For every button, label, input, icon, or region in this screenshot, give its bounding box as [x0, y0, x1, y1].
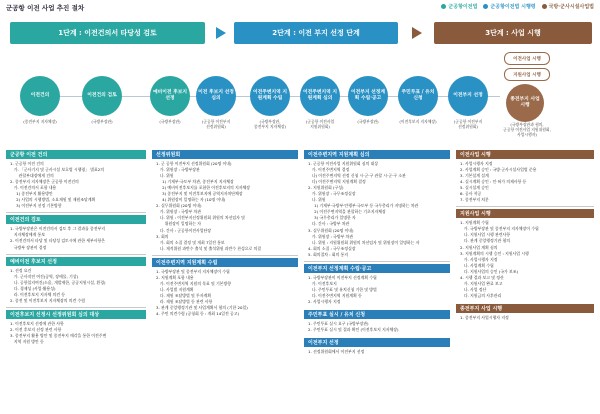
section-item: 1. 지원계획 수립: [460, 220, 489, 226]
page-title: 군공항 이전 사업 추진 절차: [6, 4, 85, 12]
legend: [441, 3, 594, 10]
column-4: [456, 148, 594, 324]
section-body: [456, 218, 594, 302]
divider: [304, 261, 450, 262]
section-item: 지역 지원 방안 등: [10, 338, 44, 344]
section-item: 1) 기재부·국토부 차관, 종전부지 지자체장: [156, 179, 234, 185]
legend-label: 군공항이전법 시행령: [490, 4, 536, 10]
section-item: 가. 위원장 : 국방부 차관: [308, 233, 354, 239]
section-item: 나. 위원 : 이전부지선정위원회 위원의 차선임자 및: [156, 215, 245, 221]
step-caption: (군공항 이전부지 선정위원회): [453, 119, 483, 129]
section-item: 나. 지원사업 시행 관련사항: [460, 232, 510, 238]
section-item: 3) 국무총리가 일명한 자: [308, 215, 356, 221]
section-item: 나. 사업계획 수립: [460, 262, 494, 268]
step-circle-4: 이전 후보지 선정 심의: [196, 76, 236, 116]
stage-arrow-icon: [412, 27, 422, 39]
section-item: 1. 국방부장관은 이전건의서 검토 후 그 결과를 종전부지: [10, 226, 106, 232]
section-item: 다. 지원금의 사후관리: [460, 292, 502, 298]
legend-label: 군공항이전법: [448, 4, 478, 10]
section-item: 2) 예비이전후보지를 포함한 이전후보지의 지자체장: [156, 185, 251, 191]
column-1: [6, 148, 146, 348]
divider: [456, 206, 594, 207]
section-item: 2. 종전부지 지자체장은 군공항 이전건의: [10, 179, 79, 185]
section-body: [304, 159, 450, 261]
section-header: 이전건의 검토: [6, 215, 146, 224]
section-header: 이전후보지 선정시 선정위원회 심의 대상: [6, 310, 146, 319]
section-item: 가. 이전주변지역 결정: [308, 167, 350, 173]
step-circle-2: 이전건의 검토: [82, 76, 122, 116]
section-item: 가. 이전건의서 포함 내용: [10, 185, 57, 191]
divider: [6, 307, 146, 308]
section-item: 1. 이전후보지 선정에 관한 사항: [10, 320, 64, 326]
section-item: 가. 「군사기지 및 군사시설 보호법 시행령」 별표2의: [10, 167, 105, 173]
section-item: 위원장이 일명하는 자: [156, 221, 201, 227]
section-body: [6, 319, 146, 348]
section-item: 국방부 장관이 결정: [10, 244, 47, 250]
section-header: 이전부지 선정계획 수립·공고: [304, 264, 450, 273]
section-item: 가. 회의 소집 결정 및 개최 7일전 통보: [156, 239, 225, 245]
section-item: 1. 사업시행자 지정: [460, 161, 493, 166]
section-item: 1) 기재부·국방부·안행부·국토부 등 국무총리가 지명하는 차관: [308, 203, 419, 209]
section-item: 라. 재원 조달방법 등 관련 사항: [156, 298, 213, 304]
legend-dot-icon: [441, 4, 446, 9]
section-body: [152, 267, 298, 320]
section-body: [304, 273, 450, 308]
section-body: [6, 224, 146, 253]
legend-item: [483, 3, 535, 10]
section-item: 나. 주민투표 및 유치신청 기한 및 방법: [308, 286, 377, 292]
section-item: 2) 이전주변지역을 관할하는 기초지자체장: [308, 209, 386, 215]
section-header: 이전사업 시행: [456, 150, 594, 159]
section-item: 3. 기본설계 설계: [460, 173, 489, 179]
section-item: 3. 종전부지 활용 방안 및 종전부지 매각을 통한 이전주변: [10, 332, 107, 338]
section-item: 나. 재적위원 과반수 출석 및 출석위원 과반수 찬성으로 의결: [156, 245, 262, 251]
legend-item: [441, 3, 477, 10]
side-box-support: 지원사업 시행: [504, 68, 550, 81]
section-item: 다) 이전주변지역 지원계획 결정: [308, 179, 366, 185]
section-item: 6. 공사 착공: [460, 191, 482, 197]
section-item: 4) 위원장이 일명하는 자 (10명 이내): [156, 197, 226, 203]
section-body: [304, 347, 450, 358]
column-3: [304, 148, 450, 358]
step-circle-10: 종전부지 사업시행: [506, 84, 544, 122]
section-item: 나. 위원 : 지원위원회 위원의 차선임자 및 위원장이 일명하는 자: [308, 239, 420, 245]
section-item: 2. 사업시행자 지정: [308, 298, 341, 304]
side-box-execution: 이전사업 시행: [504, 52, 550, 65]
section-item: 다. 간사 : 군공항이전사업단장: [156, 227, 212, 233]
section-item: 가. 사업시행자 지정: [460, 256, 498, 262]
legend-dot-icon: [483, 4, 488, 9]
section-item: 7. 종전부지 처분: [460, 197, 489, 203]
section-item: 다. 재원 조달방법 및 투자계획: [156, 292, 211, 298]
section-item: 2. 이전건의서 타당 및 타당성 검토시에 관한 세부사항은: [10, 238, 106, 244]
section-item: 1) 종전부지 활용방안: [10, 191, 53, 197]
section-item: 1. 국방부장관이 이전부지 선정계획 수립: [308, 274, 377, 280]
section-header: 지원사업 시행: [456, 209, 594, 218]
section-body: [152, 159, 298, 255]
step-circle-7: 이전부지 선정계획 수립·공고: [348, 76, 388, 116]
section-item: 1. 선정 요건: [10, 267, 32, 273]
section-item: 가. 지원사업 완료 보고: [460, 280, 503, 286]
section-item: 나. 사업 정산: [460, 286, 487, 292]
section-item: 가. 이전후보지: [308, 280, 337, 286]
legend-item: [542, 3, 594, 10]
section-item: 2) 사업의 시행방법, 소요재원 및 재원조달계획: [10, 197, 96, 203]
section-item: 가. 위원장 : 국방부장관: [156, 167, 200, 173]
section-body: [6, 159, 146, 212]
legend-dot-icon: [542, 4, 547, 9]
section-item: 나. 사업별 지원계획: [156, 286, 194, 292]
section-body: [304, 319, 450, 336]
section-header: 주민투표 실시 / 유치 신청: [304, 310, 450, 319]
section-item: 2. 지원위원회 (구성): [308, 185, 344, 191]
section-item: 4. 시행 결과 보고 및 정산: [460, 274, 504, 280]
section-item: 지자체장에게 통보: [10, 232, 46, 238]
section-item: 가. 위원장 : 국무조정실장: [308, 191, 356, 197]
section-item: 2. 지원사업 계획 심의: [460, 244, 498, 250]
stage-3-header: 3단계 : 사업 시행: [434, 22, 592, 44]
section-item: 5. 실시설계 승인: [460, 185, 489, 191]
step-caption: (국방부장관과 협의, 군공항 이전사업 지원위원회, 사업시행자): [503, 122, 551, 137]
divider: [6, 254, 146, 255]
step-caption: (이전후보지 지자체장): [399, 119, 437, 124]
section-item: 2. 이전 후보지 선정 관련 사항: [10, 326, 62, 332]
section-item: 2. 실무위원회 (20명 이내): [156, 203, 202, 209]
section-item: 2. 주민투표 실시 및 결과 확인 (이전후보지 지자체장): [308, 327, 399, 333]
section-header: 선정위원회: [152, 150, 298, 159]
section-item: 1. 국방부장관 및 종전부지 지자체장이 수립: [156, 268, 230, 274]
stage-arrow-icon: [216, 27, 226, 39]
section-item: 다. 관계 중앙행정기관 협의: [460, 238, 510, 244]
section-header: 이전주변지역 지원계획 수립: [152, 258, 298, 267]
step-circle-8: 주민투표 / 유치신청: [398, 76, 438, 116]
section-header: 이전주변지역 지원계획 심의: [304, 150, 450, 159]
section-item: 2. 지원계획 포함 내용: [156, 274, 194, 280]
step-caption: (국방부장관): [91, 119, 113, 124]
section-body: [456, 159, 594, 206]
section-item: 다. 이전주변지역 지원계획 등: [308, 292, 362, 298]
section-item: 1. 군공항 이전 건의: [10, 161, 44, 166]
section-item: 1. 군 공항 이전부지 선정위원회 (20명 이내): [156, 161, 232, 166]
legend-label: 국방·군사시설사업법: [548, 4, 594, 10]
section-item: 다. 경제성 (사업·활용성): [10, 285, 56, 291]
step-caption: (국방부장관, 종전부지 지자체장): [253, 119, 287, 129]
step-circle-3: 예비이전 후보지 선정: [150, 76, 190, 116]
section-body: [6, 266, 146, 307]
section-item: 3. 지원계획의 시행 승인 : 지원사업 시행: [460, 250, 529, 256]
step-circle-1: 이전건의: [20, 76, 60, 116]
section-item: 가. 위원장 : 국방부 차관: [156, 209, 202, 215]
stage-2-header: 2단계 : 이전 부지 선정 단계: [234, 22, 398, 44]
divider: [152, 255, 298, 256]
section-item: 2. 종전 및 이전후보지 지자체장의 의견 수렴: [10, 297, 86, 303]
step-caption: (군공항 이전부지 선정위원회): [201, 119, 231, 129]
section-item: 가. 군사작전 여건(공역, 장애물, 기상): [10, 273, 79, 279]
section-body: [456, 313, 594, 324]
section-item: 나) 이전주변지역 선정 신청 시·군·구 관할 시·군·구 소관: [308, 173, 406, 179]
section-item: 4. 실시계획 승인 : 인·허가 의제사항 등: [460, 179, 527, 185]
section-item: 1. 종전부지 사업시행자 지정: [460, 314, 509, 320]
section-header: 예비이전 후보지 선정: [6, 257, 146, 266]
section-item: 4. 회의 소집 : 국무조정실장: [308, 245, 356, 251]
section-header: 군공항 이전 건의: [6, 150, 146, 159]
step-caption: (군공항 이전사업 지원위원회): [305, 119, 335, 129]
section-item: 1. 군공항 이전사업 지원위원회 심의 대상: [308, 161, 379, 166]
step-caption: (국방부장관): [357, 119, 379, 124]
section-header: 종전부지 사업 시행: [456, 304, 594, 313]
section-item: 3) 종전부지 및 이전후보지에 공역지자치단체장: [156, 191, 243, 197]
section-item: 다. 지원사업의 승인 (국가 보조): [460, 268, 519, 274]
section-item: 3) 이전부지 선정 기본방향: [10, 203, 62, 209]
step-circle-9: 이전부지 선정: [448, 76, 488, 116]
section-item: 관할부대장에게 건의: [10, 173, 54, 179]
section-item: 나. 위원: [308, 197, 326, 203]
section-item: 다. 간사 : 국방부 차관: [308, 221, 350, 227]
section-item: 가. 국방부장관 및 종전부지 지자체장이 수립: [460, 226, 539, 232]
step-caption: (국방부장관): [159, 119, 181, 124]
section-item: 나. 위원: [156, 173, 174, 179]
section-item: 라. 이전후보지 지자체 의견 등: [10, 291, 65, 297]
section-item: 1. 주민투표 실시 요구 (국방부장관): [308, 320, 369, 326]
section-item: 3. 관계 중앙행정기관 및 사업계획서 협의 (기한 20일): [156, 304, 248, 310]
section-item: 4. 주민 의견수렴 (공청회 등 : 개최 14일전 공고): [156, 311, 240, 317]
section-item: 나. 공항입지여건(소음, 개발제한, 공공지원시설, 환경): [10, 279, 106, 285]
column-2: [152, 148, 298, 320]
section-header: 이전부지 선정: [304, 338, 450, 347]
section-item: 가. 이전주변지역 지원의 목표 및 기본방향: [156, 280, 232, 286]
step-circle-6: 이전주변지역 지원계획 심의: [300, 76, 340, 116]
step-circle-5: 이전주변지역 지원계획 수립: [250, 76, 290, 116]
section-item: 1. 선정위원회에서 이전부지 선정: [308, 349, 365, 355]
step-caption: (종전부지 지자체장): [23, 119, 57, 124]
section-item: 3. 회의: [156, 233, 169, 239]
section-item: 2. 사업계획 승인 : 국방·군사시설사업법 준용: [460, 167, 537, 173]
stage-1-header: 1단계 : 이전건의서 타당성 검토: [10, 22, 205, 44]
section-item: 3. 실무위원회 (20명 이내): [308, 227, 354, 233]
section-item: 5. 회의절차 : 회의 통지: [308, 251, 349, 257]
divider: [6, 212, 146, 213]
